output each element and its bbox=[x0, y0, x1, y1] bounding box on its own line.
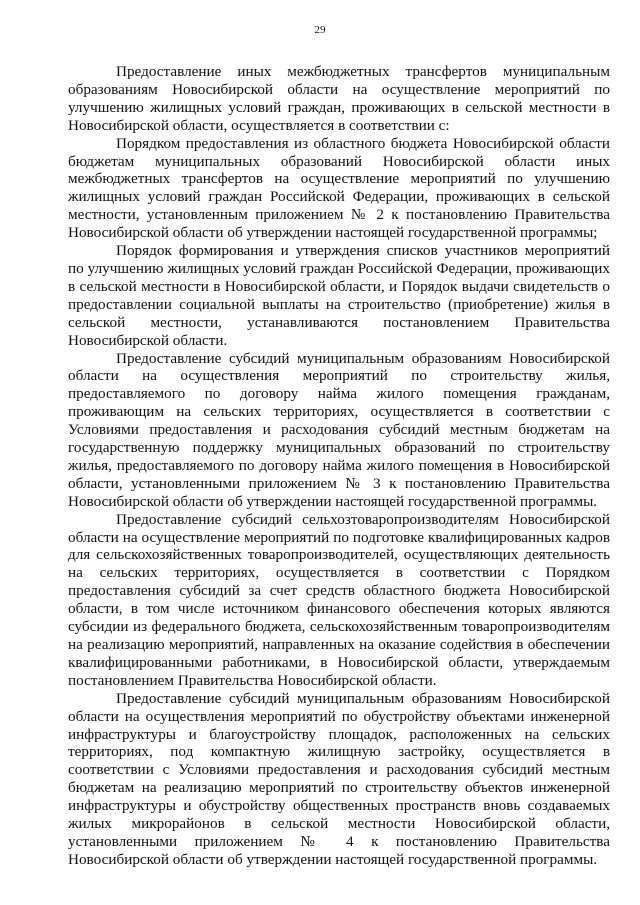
body-text bbox=[68, 63, 610, 869]
page-number: 29 bbox=[314, 24, 326, 36]
paragraph-transfer-procedure: Порядком предоставления из областного бюджета Новосибирской области бюджетам муниципальных образований Новосибирской области иных межбюджетных трансфертов на осуществление мероприятий по улучшению жилищных условий граждан Российской Федерации, проживающих в сельской местности, установленным приложением № 2 к постановлению Правительства Новосибирской области об утверждении настоящей государственной программы; bbox=[68, 134, 610, 242]
paragraph-participants-lists: Порядок формирования и утверждения списков участников мероприятий по улучшению жилищных условий граждан Российской Федерации, проживающих в сельской местности в Новосибирской области, и Порядок выдачи свидетельств о предоставлении социальной выплаты на строительство (приобретение) жилья в сельской местности, устанавливаются постановлением Правительства Новосибирской области. bbox=[68, 242, 610, 349]
paragraph-personnel-training-subsidies: Предоставление субсидий сельхозтоваропроизводителям Новосибирской области на осуществление мероприятий по подготовке квалифицированных кадров для сельскохозяйственных товаропроизводителей, осуществляющих деятельность на сельских территориях, осуществляется в соответствии с Порядком предоставления субсидий за счет средств областного бюджета Новосибирской области, в том числе источником финансового обеспечения которых являются субсидии из федерального бюджета, сельскохозяйственным товаропроизводителям на реализацию мероприятий, направленных на оказание содействия в обеспечении квалифицированными работниками, в Новосибирской области, утверждаемым постановлением Правительства Новосибирской области. bbox=[68, 510, 610, 689]
paragraph-infrastructure-subsidies: Предоставление субсидий муниципальным образованиям Новосибирской области на осуществления мероприятий по обустройству объектами инженерной инфраструктуры и благоустройству площадок, расположенных на сельских территориях, под компактную жилищную застройку, осуществляется в соответствии с Условиями предоставления и расходования субсидий местным бюджетам на реализацию мероприятий по строительству объектов инженерной инфраструктуры и обустройству общественных пространств вновь создаваемых жилых микрорайонов в сельской местности Новосибирской области, установленными приложением № 4 к постановлению Правительства Новосибирской области об утверждении настоящей государственной программы. bbox=[68, 689, 610, 868]
paragraph-rental-housing-subsidies: Предоставление субсидий муниципальным образованиям Новосибирской области на осуществления мероприятий по строительству жилья, предоставляемого по договору найма жилого помещения гражданам, проживающим на сельских территориях, осуществляется в соответствии с Условиями предоставления и расходования субсидий местным бюджетам на государственную поддержку муниципальных образований по строительству жилья, предоставляемого по договору найма жилого помещения в Новосибирской области, установленными приложением № 3 к постановлению Правительства Новосибирской области об утверждении настоящей государственной программы. bbox=[68, 349, 610, 510]
paragraph-other-transfers: Предоставление иных межбюджетных трансфертов муниципальным образованиям Новосибирской области на осуществление мероприятий по улучшению жилищных условий граждан, проживающих в сельской местности в Новосибирской области, осуществляется в соответствии с: bbox=[68, 63, 610, 134]
